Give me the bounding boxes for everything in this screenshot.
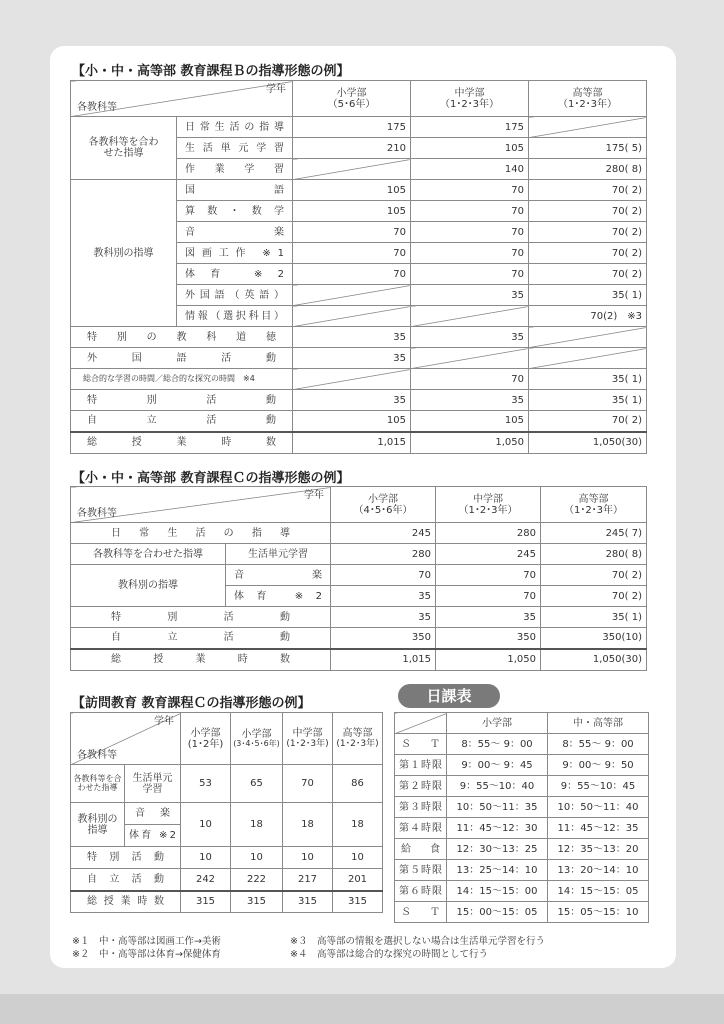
- row-label: 第３時限: [395, 797, 447, 818]
- col-header: 小学部 （4･5･6年）: [331, 487, 436, 523]
- table-row: [71, 180, 647, 201]
- row-label: 日常生活の指導: [177, 117, 293, 138]
- cell-value: 70: [411, 201, 529, 222]
- cell-value: 18: [231, 803, 283, 847]
- row-label: 特別活動: [71, 847, 181, 869]
- row-label: 総合的な学習の時間／総合的な探究の時間 ※4: [71, 369, 293, 390]
- cell-value: 9：55〜10：45: [548, 776, 649, 797]
- table-row: [71, 544, 647, 565]
- cell-value: 70( 2): [529, 264, 647, 285]
- cell-value: 70( 2): [529, 411, 647, 432]
- cell-value: 315: [231, 891, 283, 913]
- cell-value: 14：15〜15：00: [447, 881, 548, 902]
- cell-value: 280( 8): [529, 159, 647, 180]
- cell-value: 10: [283, 847, 333, 869]
- cell-value: 8：55〜 9：00: [447, 734, 548, 755]
- cell-value: 1,050(30): [529, 432, 647, 454]
- col-header: 中・高等部: [548, 713, 649, 734]
- cell-value: 70: [331, 565, 436, 586]
- cell-value: 13：20〜14：10: [548, 860, 649, 881]
- table-row: [395, 797, 649, 818]
- table-row: [395, 734, 649, 755]
- row-label: 日常生活の指導: [71, 523, 331, 544]
- row-label: 情報（選択科目）: [177, 306, 293, 327]
- cell-value: 14：15〜15：05: [548, 881, 649, 902]
- empty-cell: [411, 306, 529, 327]
- cell-value: 105: [411, 138, 529, 159]
- cell-value: 70( 2): [541, 586, 647, 607]
- cell-value: 70(2) ※3: [529, 306, 647, 327]
- col-header: 小学部: [447, 713, 548, 734]
- table-row: [71, 348, 647, 369]
- cell-value: 15：05〜15：10: [548, 902, 649, 923]
- cell-value: 35( 1): [529, 390, 647, 411]
- cell-value: 280: [436, 523, 541, 544]
- row-label: 作業学習: [177, 159, 293, 180]
- cell-value: 1,050(30): [541, 649, 647, 671]
- table-row: [71, 117, 647, 138]
- cell-value: 1,015: [331, 649, 436, 671]
- row-label: 算数・数学: [177, 201, 293, 222]
- cell-value: 9：00〜 9：45: [447, 755, 548, 776]
- cell-value: 105: [293, 180, 411, 201]
- row-label: 生活単元学習: [177, 138, 293, 159]
- cell-value: 18: [283, 803, 333, 847]
- empty-cell: [529, 348, 647, 369]
- table-row: [71, 390, 647, 411]
- cell-value: 105: [411, 411, 529, 432]
- table-row: [71, 411, 647, 432]
- cell-value: 70: [293, 264, 411, 285]
- cell-value: 12：30〜13：25: [447, 839, 548, 860]
- cell-value: 35: [411, 285, 529, 306]
- cell-value: 245( 7): [541, 523, 647, 544]
- cell-value: 10：50〜11：35: [447, 797, 548, 818]
- cell-value: 1,050: [411, 432, 529, 454]
- cell-value: 35( 1): [529, 285, 647, 306]
- cell-value: 222: [231, 869, 283, 891]
- cell-value: 8：55〜 9：00: [548, 734, 649, 755]
- table-c: [70, 486, 647, 671]
- cell-value: 70: [411, 222, 529, 243]
- row-label: 総授業時数: [71, 432, 293, 454]
- cell-value: 175( 5): [529, 138, 647, 159]
- year-label: 学年: [266, 84, 286, 95]
- cell-value: 10: [231, 847, 283, 869]
- cell-value: 217: [283, 869, 333, 891]
- row-label: 自立活動: [71, 411, 293, 432]
- table-row: [395, 902, 649, 923]
- footnote: ※２ 中・高等部は体育→保健体育: [72, 949, 221, 960]
- year-label: 学年: [304, 490, 324, 501]
- table-row: [71, 803, 383, 825]
- cell-value: 70( 2): [529, 201, 647, 222]
- cell-value: 10: [181, 803, 231, 847]
- row-label: 特別活動: [71, 390, 293, 411]
- cell-value: 245: [436, 544, 541, 565]
- cell-value: 35: [293, 348, 411, 369]
- cell-value: 86: [333, 765, 383, 803]
- table-row: [71, 847, 383, 869]
- footnote: ※４ 高等部は総合的な探究の時間として行う: [290, 949, 488, 960]
- col-header: 中学部 （1･2･3年）: [411, 81, 529, 117]
- table-visiting: [70, 712, 383, 913]
- col-header: 小学部 （5･6年）: [293, 81, 411, 117]
- group-label: 各教科等を合わせた指導: [71, 544, 226, 565]
- cell-value: 15：00〜15：05: [447, 902, 548, 923]
- cell-value: 140: [411, 159, 529, 180]
- cell-value: 70: [411, 180, 529, 201]
- col-header: 小学部 (1･2年): [181, 713, 231, 765]
- cell-value: 11：45〜12：35: [548, 818, 649, 839]
- table-row: [71, 523, 647, 544]
- cell-value: 70( 2): [529, 180, 647, 201]
- total-row: [71, 891, 383, 913]
- col-header: 高等部 （1･2･3年）: [529, 81, 647, 117]
- cell-value: 9：00〜 9：50: [548, 755, 649, 776]
- cell-value: 18: [333, 803, 383, 847]
- cell-value: 242: [181, 869, 231, 891]
- cell-value: 1,050: [436, 649, 541, 671]
- row-label: 自立活動: [71, 628, 331, 649]
- row-label: 外国語（英語）: [177, 285, 293, 306]
- header-corner: [71, 713, 181, 765]
- cell-value: 315: [283, 891, 333, 913]
- table-row: [71, 869, 383, 891]
- col-header: 高等部 （1･2･3年）: [541, 487, 647, 523]
- group-label: 教科別の指導: [71, 803, 125, 847]
- group-label: 教科別の指導: [71, 565, 226, 607]
- row-label: 生活単元学習: [226, 544, 331, 565]
- cell-value: 10：50〜11：40: [548, 797, 649, 818]
- empty-cell: [529, 327, 647, 348]
- total-row: [71, 432, 647, 454]
- table-row: [71, 327, 647, 348]
- cell-value: 70: [411, 369, 529, 390]
- cell-value: 350(10): [541, 628, 647, 649]
- table-row: [71, 765, 383, 803]
- row-label: 体育 ※2: [125, 825, 181, 847]
- cell-value: 65: [231, 765, 283, 803]
- empty-cell: [293, 159, 411, 180]
- table-row: [71, 565, 647, 586]
- cell-value: 12：35〜13：20: [548, 839, 649, 860]
- row-label: 体育 ※2: [226, 586, 331, 607]
- empty-cell: [293, 285, 411, 306]
- cell-value: 10: [333, 847, 383, 869]
- table-b: [70, 80, 647, 454]
- empty-cell: [411, 348, 529, 369]
- row-label: 第５時限: [395, 860, 447, 881]
- row-label: 総授業時数: [71, 891, 181, 913]
- cell-value: 280: [331, 544, 436, 565]
- footer-bar: [0, 994, 724, 1024]
- row-label: 特別活動: [71, 607, 331, 628]
- row-label: 第４時限: [395, 818, 447, 839]
- cell-value: 315: [181, 891, 231, 913]
- cell-value: 70: [411, 264, 529, 285]
- row-label: ＳＴ: [395, 902, 447, 923]
- cell-value: 105: [293, 201, 411, 222]
- cell-value: 35: [436, 607, 541, 628]
- total-row: [71, 649, 647, 671]
- table-row: [395, 839, 649, 860]
- row-label: ＳＴ: [395, 734, 447, 755]
- subject-label: 各教科等: [77, 508, 117, 519]
- cell-value: 280( 8): [541, 544, 647, 565]
- cell-value: 35: [411, 390, 529, 411]
- cell-value: 201: [333, 869, 383, 891]
- table-c-title: 【小・中・高等部 教育課程Ｃの指導形態の例】: [72, 471, 350, 486]
- table-row: [395, 881, 649, 902]
- cell-value: 210: [293, 138, 411, 159]
- row-label: 自立活動: [71, 869, 181, 891]
- row-label: 国語: [177, 180, 293, 201]
- table-row: [71, 607, 647, 628]
- cell-value: 35: [331, 586, 436, 607]
- schedule-table: [394, 712, 649, 923]
- table-v-title: 【訪問教育 教育課程Ｃの指導形態の例】: [72, 696, 311, 711]
- cell-value: 1,015: [293, 432, 411, 454]
- table-row: [395, 860, 649, 881]
- footnote: ※１ 中・高等部は図画工作→美術: [72, 936, 221, 947]
- empty-cell: [529, 117, 647, 138]
- cell-value: 35( 1): [529, 369, 647, 390]
- row-label: 給食: [395, 839, 447, 860]
- table-row: [71, 369, 647, 390]
- cell-value: 35: [293, 327, 411, 348]
- col-header: 小学部 (3･4･5･6年): [231, 713, 283, 765]
- header-corner: [395, 713, 447, 734]
- col-header: 高等部 (1･2･3年): [333, 713, 383, 765]
- row-label: 音楽: [125, 803, 181, 825]
- cell-value: 70( 2): [541, 565, 647, 586]
- row-label: 外国語活動: [71, 348, 293, 369]
- table-row: [395, 776, 649, 797]
- cell-value: 70: [436, 586, 541, 607]
- cell-value: 350: [331, 628, 436, 649]
- row-label: 第６時限: [395, 881, 447, 902]
- cell-value: 9：55〜10：40: [447, 776, 548, 797]
- row-label: 第２時限: [395, 776, 447, 797]
- cell-value: 105: [293, 411, 411, 432]
- cell-value: 11：45〜12：30: [447, 818, 548, 839]
- row-label: 特別の教科道徳: [71, 327, 293, 348]
- col-header: 中学部 (1･2･3年): [283, 713, 333, 765]
- schedule-title: 日課表: [398, 684, 500, 708]
- table-b-title: 【小・中・高等部 教育課程Ｂの指導形態の例】: [72, 64, 350, 79]
- cell-value: 70: [283, 765, 333, 803]
- row-label: 総授業時数: [71, 649, 331, 671]
- cell-value: 70: [436, 565, 541, 586]
- row-label: 音楽: [177, 222, 293, 243]
- group-label: 各教科等を合わせた指導: [71, 765, 125, 803]
- cell-value: 315: [333, 891, 383, 913]
- row-label: 体育 ※2: [177, 264, 293, 285]
- cell-value: 10: [181, 847, 231, 869]
- cell-value: 35: [411, 327, 529, 348]
- subject-label: 各教科等: [77, 102, 117, 113]
- year-label: 学年: [154, 716, 174, 727]
- row-label: 第１時限: [395, 755, 447, 776]
- cell-value: 175: [293, 117, 411, 138]
- group-label: 教科別の指導: [71, 180, 177, 327]
- cell-value: 175: [411, 117, 529, 138]
- col-header: 中学部 （1･2･3年）: [436, 487, 541, 523]
- row-label: 図画工作 ※1: [177, 243, 293, 264]
- empty-cell: [293, 306, 411, 327]
- cell-value: 245: [331, 523, 436, 544]
- row-label: 生活単元学習: [125, 765, 181, 803]
- table-row: [71, 628, 647, 649]
- cell-value: 35: [293, 390, 411, 411]
- row-label: 音楽: [226, 565, 331, 586]
- table-row: [395, 818, 649, 839]
- table-row: [395, 755, 649, 776]
- cell-value: 53: [181, 765, 231, 803]
- cell-value: 70: [411, 243, 529, 264]
- cell-value: 70: [293, 222, 411, 243]
- header-corner: [71, 487, 331, 523]
- cell-value: 350: [436, 628, 541, 649]
- cell-value: 70( 2): [529, 243, 647, 264]
- cell-value: 70( 2): [529, 222, 647, 243]
- header-corner: [71, 81, 293, 117]
- cell-value: 13：25〜14：10: [447, 860, 548, 881]
- cell-value: 70: [293, 243, 411, 264]
- subject-label: 各教科等: [77, 750, 117, 761]
- footnote: ※３ 高等部の情報を選択しない場合は生活単元学習を行う: [290, 936, 545, 947]
- cell-value: 35: [331, 607, 436, 628]
- empty-cell: [293, 369, 411, 390]
- group-label: 各教科等を合わせた指導: [71, 117, 177, 180]
- cell-value: 35( 1): [541, 607, 647, 628]
